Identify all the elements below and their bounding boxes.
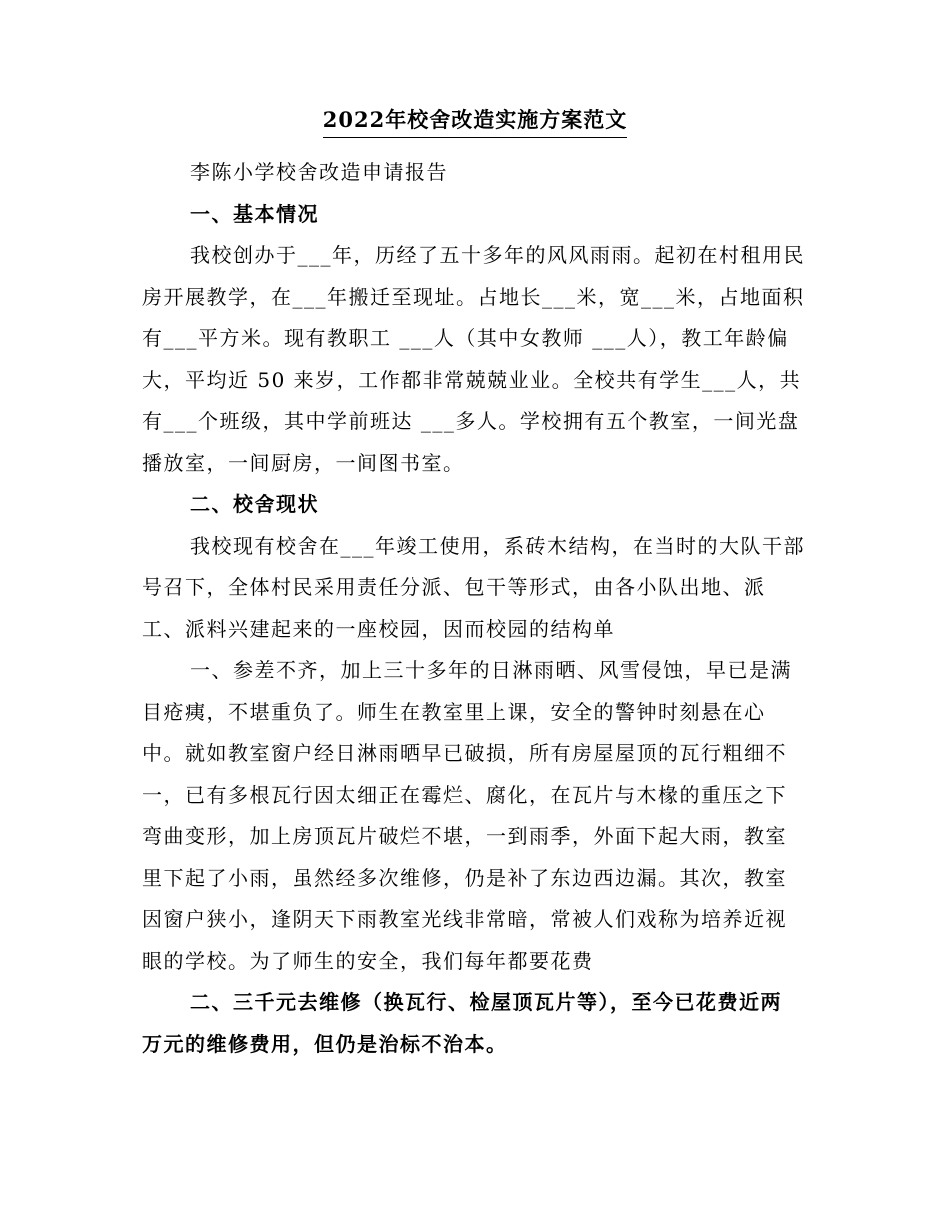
body-line: 一，已有多根瓦行因太细正在霉烂、腐化，在瓦片与木椽的重压之下 xyxy=(142,782,787,807)
body-line: 一、参差不齐，加上三十多年的日淋雨晒、风雪侵蚀，早已是满 xyxy=(190,658,792,682)
body-line: 有___个班级，其中学前班达 ___多人。学校拥有五个教室，一间光盘 xyxy=(142,409,800,433)
body-line: 大，平均近 50 来岁，工作都非常兢兢业业。全校共有学生___人，共 xyxy=(142,367,802,392)
report-subtitle: 李陈小学校舍改造申请报告 xyxy=(190,160,448,184)
body-line: 眼的学校。为了师生的安全，我们每年都要花费 xyxy=(142,948,594,973)
body-line: 中。就如教室窗户经日淋雨晒早已破损，所有房屋屋顶的瓦行粗细不 xyxy=(142,741,787,765)
body-line: 因窗户狭小，逢阴天下雨教室光线非常暗，常被人们戏称为培养近视 xyxy=(142,907,787,931)
body-line: 目疮痍，不堪重负了。师生在教室里上课，安全的警钟时刻悬在心 xyxy=(142,699,766,724)
document-body xyxy=(142,152,812,1065)
body-line: 我校现有校舍在___年竣工使用，系砖木结构，在当时的大队干部 xyxy=(190,533,805,558)
body-line-emphasis: 二、三千元去维修（换瓦行、检屋顶瓦片等），至今已花费近两 xyxy=(190,990,782,1014)
body-line: 工、派料兴建起来的一座校园，因而校园的结构单 xyxy=(142,616,615,641)
body-line: 房开展教学，在___年搬迁至现址。占地长___米，宽___米，占地面积 xyxy=(142,284,805,309)
body-line: 我校创办于___年，历经了五十多年的风风雨雨。起初在村租用民 xyxy=(190,243,805,267)
section-heading-current-status: 二、校舍现状 xyxy=(190,492,319,516)
body-line: 号召下，全体村民采用责任分派、包干等形式，由各小队出地、派 xyxy=(142,575,766,599)
section-heading-basic-info: 一、基本情况 xyxy=(190,201,319,226)
document-title-wrapper xyxy=(0,104,950,138)
document-title: 2022年校舍改造实施方案范文 xyxy=(323,104,627,138)
body-line-emphasis: 万元的维修费用，但仍是治标不治本。 xyxy=(142,1031,508,1056)
body-line: 有___平方米。现有教职工 ___人（其中女教师 ___人），教工年龄偏 xyxy=(142,326,789,350)
body-line: 播放室，一间厨房，一间图书室。 xyxy=(142,450,465,475)
body-line: 弯曲变形，加上房顶瓦片破烂不堪，一到雨季，外面下起大雨，教室 xyxy=(142,824,787,848)
body-line: 里下起了小雨，虽然经多次维修，仍是补了东边西边漏。其次，教室 xyxy=(142,865,787,890)
